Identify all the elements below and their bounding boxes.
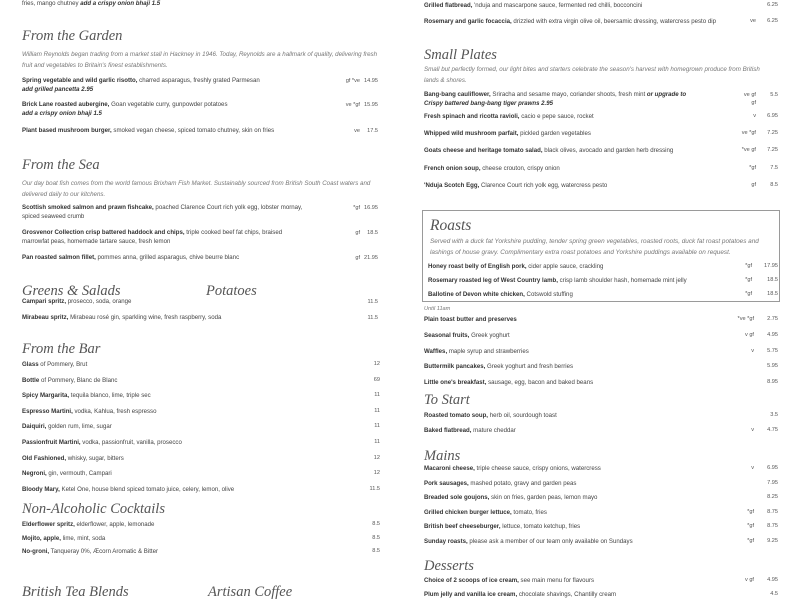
price: 4.5 <box>770 591 778 597</box>
item-name: No-groni, <box>22 548 50 555</box>
item-description: tomato, fries <box>511 508 547 516</box>
item-description: see main menu for flavours <box>518 577 595 584</box>
dietary-tag: gf <box>355 230 360 236</box>
price: 8.5 <box>770 181 778 188</box>
price: 8.5 <box>372 534 380 541</box>
list-item <box>424 113 778 125</box>
item-name: Elderflower spritz, <box>22 521 75 528</box>
dietary-tag: *gf <box>747 508 754 515</box>
dietary-tag: v gf <box>744 577 754 583</box>
price: 6.25 <box>767 18 778 24</box>
item-name: 'Nduja Scotch Egg, <box>424 181 480 189</box>
section-title-sea: From the Sea <box>22 157 100 173</box>
section-title-desserts: Desserts <box>424 558 474 574</box>
list-item <box>424 316 778 332</box>
dietary-tag: *gf <box>749 164 756 171</box>
item-name: Little one's breakfast, <box>424 379 487 387</box>
list-item: Rosemary and garlic focaccia, drizzled with extra virgin olive oil, beersamic dressing, watercress pesto dip <box>424 18 716 25</box>
price: 8.75 <box>767 523 778 529</box>
item-name: Mojito, apple, <box>22 534 61 542</box>
item-description: skin on fries, garden peas, lemon mayo <box>489 494 598 501</box>
list-item <box>22 521 380 535</box>
item-description: mature cheddar <box>471 427 516 434</box>
item-description: maple syrup and strawberries <box>447 347 529 355</box>
price: 8.75 <box>767 508 778 515</box>
item-description: mashed potato, gravy and garden peas <box>468 479 577 487</box>
dietary-tag: v <box>751 347 754 354</box>
dietary-tag: v <box>751 465 754 471</box>
list-item <box>22 361 380 377</box>
list-item <box>22 392 380 408</box>
price: 15.95 <box>364 102 378 108</box>
price: 69 <box>373 376 380 383</box>
item-description: of Pommery, Brut <box>38 361 88 368</box>
item-name: Honey roast belly of English pork, <box>428 263 527 270</box>
price: 5.5 <box>770 92 778 98</box>
section-intro: William Reynolds began trading from a market stall in Hackney in 1946. Today, Reynolds are a hallmark of quality, delivering fresh fruit and vegetables to Britain's finest establishments. <box>22 51 378 69</box>
list-item <box>424 379 778 395</box>
item-name: Passionfruit Martini, <box>22 439 81 446</box>
price: 2.75 <box>767 316 778 322</box>
roasts-list <box>428 263 778 305</box>
dietary-tag: *ve gf <box>741 147 756 154</box>
section-title-bar: From the Bar <box>22 341 101 357</box>
list-item <box>428 263 778 277</box>
list-item <box>424 538 778 553</box>
item-description: black olives, avocado and garden herb dressing <box>542 147 674 155</box>
price: 8.5 <box>372 548 380 554</box>
price: 12 <box>373 454 380 461</box>
item-name: Seasonal fruits, <box>424 331 470 339</box>
dietary-tag: v gf <box>744 331 754 338</box>
price: 11 <box>374 423 380 430</box>
price: 7.95 <box>767 479 778 486</box>
list-item: Pan roasted salmon fillet, pommes anna, grilled asparagus, chive beurre blanc <box>22 254 240 261</box>
dietary-tag: v <box>751 427 754 433</box>
dietary-tag: *gf <box>353 205 360 211</box>
list-item <box>424 577 778 591</box>
item-description: elderflower, apple, lemonade <box>74 521 155 528</box>
dietary-tag: ve *gf <box>741 130 756 137</box>
item-name: Spicy Margarita, <box>22 392 70 400</box>
price: 3.5 <box>770 412 778 418</box>
price: 7.5 <box>770 164 778 171</box>
item-description: cheese crouton, crispy onion <box>480 164 560 172</box>
price: 4.75 <box>767 427 778 433</box>
list-item <box>424 591 778 600</box>
section-title-mains: Mains <box>424 448 461 464</box>
item-name: Choice of 2 scoops of ice cream, <box>424 577 519 584</box>
list-item: Scottish smoked salmon and prawn fishcake, poached Clarence Court rich yolk egg, lobster mornay, spiced seaweed crumb <box>22 204 303 220</box>
price: 12 <box>373 361 380 367</box>
list-item: Spring vegetable and wild garlic risotto, charred asparagus, freshly grated Parmesan add grilled pancetta 2.95 <box>22 77 260 93</box>
price: 18.5 <box>767 277 778 283</box>
item-name: British beef cheeseburger, <box>424 523 501 530</box>
item-name: French onion soup, <box>424 164 481 172</box>
price: 8.95 <box>767 379 778 386</box>
item-name: Bottle <box>22 376 40 384</box>
roasts-box <box>422 210 780 302</box>
list-item: Mirabeau spritz, Mirabeau rosé gin, sparkling wine, fresh raspberry, soda <box>22 314 222 321</box>
dietary-tag: *gf <box>747 523 754 529</box>
price: 6.95 <box>767 113 778 119</box>
list-item <box>424 480 778 495</box>
dietary-tag: *gf <box>745 263 752 269</box>
list-item: fries, mango chutney add a crispy onion bhaji 1.5 <box>22 0 161 7</box>
dietary-tag: gf <box>355 255 360 261</box>
item-name: Grilled chicken burger lettuce, <box>424 508 512 516</box>
item-name: Roasted tomato soup, <box>424 412 488 419</box>
item-description: whisky, sugar, bitters <box>66 454 124 462</box>
item-name: Breaded sole goujons, <box>424 494 490 501</box>
list-item <box>22 439 380 455</box>
dietary-tag: *gf <box>747 537 754 544</box>
price: 6.25 <box>767 2 778 8</box>
section-title-garden: From the Garden <box>22 28 123 44</box>
price: 11 <box>374 407 380 414</box>
mains-list <box>424 465 778 552</box>
price: 8.25 <box>767 494 778 500</box>
item-name: Glass <box>22 361 39 368</box>
section-title-potatoes: Potatoes <box>206 283 257 299</box>
item-name: Plain toast butter and preserves <box>424 316 517 323</box>
item-name: Sunday roasts, <box>424 537 468 545</box>
list-item <box>428 291 778 305</box>
list-item <box>424 523 778 538</box>
price: 18.5 <box>767 291 778 297</box>
item-description: golden rum, lime, sugar <box>46 423 112 431</box>
list-item: Grosvenor Collection crisp battered haddock and chips, triple cooked beef fat chips, braised marrowfat peas, homemade tartare sauce, fresh lemon <box>22 229 283 245</box>
section-title-small: Small Plates <box>424 47 497 63</box>
list-item <box>424 332 778 348</box>
section-intro: Small but perfectly formed, our light bites and starters celebrate the season's harvest with homegrown produce from British lands & shores. <box>424 66 760 84</box>
item-name: Buttermilk pancakes, <box>424 363 486 371</box>
section-title-tea: British Tea Blends <box>22 584 129 600</box>
section-title-roasts: Roasts <box>430 217 472 234</box>
price: 4.95 <box>767 331 778 338</box>
dietary-tag: ve <box>354 128 360 134</box>
item-name: Waffles, <box>424 347 448 355</box>
item-name: Rosemary roasted leg of West Country lamb, <box>428 277 558 284</box>
brunch-list <box>424 316 778 395</box>
item-description: vodka, passionfruit, vanilla, prosecco <box>80 439 182 446</box>
price: 7.25 <box>767 130 778 137</box>
section-title-tostart: To Start <box>424 392 470 408</box>
item-description: sausage, egg, bacon and baked beans <box>486 379 594 387</box>
item-description: crisp lamb shoulder hash, homemade mint jelly <box>557 277 687 284</box>
bar-list <box>22 361 380 501</box>
item-description: Tanqueray 0%, Æcorn Aromatic & Bitter <box>49 548 159 555</box>
item-description: lettuce, tomato ketchup, fries <box>500 523 581 530</box>
list-item <box>424 494 778 509</box>
list-item <box>22 486 380 502</box>
item-description: gin, vermouth, Campari <box>46 470 112 478</box>
list-item <box>424 130 778 142</box>
price: 4.95 <box>767 577 778 583</box>
list-item <box>424 147 778 159</box>
list-item: Bang-bang cauliflower, Sriracha and sesame mayo, coriander shoots, fresh mint or upgrade to Crispy battered bang-bang tiger prawns 2.95 <box>424 91 687 107</box>
price: 17.95 <box>764 263 778 269</box>
price: 6.95 <box>767 465 778 471</box>
item-name: Fresh spinach and ricotta ravioli, <box>424 113 520 120</box>
list-item <box>22 548 380 562</box>
dietary-tag: ve gf gf <box>743 92 756 106</box>
price: 14.95 <box>364 78 378 84</box>
item-name: Ballotine of Devon white chicken, <box>428 291 525 298</box>
list-item <box>424 509 778 524</box>
item-description: cacio e pepe sauce, rocket <box>519 113 594 120</box>
list-item <box>424 427 778 442</box>
list-item <box>428 277 778 291</box>
item-description: vodka, Kahlua, fresh espresso <box>72 407 157 415</box>
item-description: Greek yoghurt <box>469 331 510 339</box>
list-item: Campari spritz, prosecco, soda, orange <box>22 298 132 305</box>
section-intro: Our day boat fish comes from the world famous Brixham Fish Market. Sustainably sourced from British South Coast waters and delivered daily to our kitchens. <box>22 180 371 198</box>
dietary-tag: gf *ve <box>345 78 360 84</box>
price: 12 <box>373 470 380 477</box>
item-description: pickled garden vegetables <box>518 130 591 138</box>
price: 11 <box>374 392 380 399</box>
price: 5.95 <box>767 363 778 370</box>
item-name: Bloody Mary, <box>22 485 60 493</box>
price: 17.5 <box>367 128 378 134</box>
price: 11.5 <box>367 299 378 305</box>
item-name: Plum jelly and vanilla ice cream, <box>424 591 518 598</box>
item-description: of Pommery, Blanc de Blanc <box>39 376 118 384</box>
item-name: Negroni, <box>22 470 47 478</box>
item-name: Goats cheese and heritage tomato salad, <box>424 147 543 155</box>
item-description: tequila blanco, lime, triple sec <box>69 392 151 400</box>
list-item <box>22 470 380 486</box>
list-item <box>22 408 380 424</box>
price: 8.5 <box>372 521 380 527</box>
item-name: Baked flatbread, <box>424 427 472 434</box>
dietary-tag: gf <box>751 181 756 188</box>
item-description: triple cheese sauce, crispy onions, watercress <box>474 465 601 472</box>
price: 11.5 <box>369 485 380 492</box>
list-item <box>424 182 778 194</box>
price: 9.25 <box>767 537 778 544</box>
item-name: Pork sausages, <box>424 479 469 487</box>
section-title-coffee: Artisan Coffee <box>208 584 293 600</box>
item-name: Daiquiri, <box>22 423 47 431</box>
dietary-tag: *gf <box>745 291 752 297</box>
item-description: lime, mint, soda <box>60 534 106 542</box>
list-item <box>424 165 778 177</box>
price: 18.5 <box>367 230 378 236</box>
list-item <box>424 412 778 427</box>
nonalc-list <box>22 521 380 562</box>
tostart-list <box>424 412 778 442</box>
list-item <box>424 363 778 379</box>
item-description: Clarence Court rich yolk egg, watercress pesto <box>479 181 608 189</box>
list-item <box>22 423 380 439</box>
item-description: cider apple sauce, crackling <box>526 263 604 270</box>
item-name: Old Fashioned, <box>22 454 67 462</box>
item-description: Greek yoghurt and fresh berries <box>485 363 574 371</box>
dietary-tag: ve *gf <box>345 102 360 108</box>
item-name: Espresso Martini, <box>22 407 73 415</box>
list-item: Grilled flatbread, 'nduja and mascarpone sauce, fermented red chilli, bocconcini <box>424 2 643 9</box>
dietary-tag: ve <box>750 18 756 24</box>
item-description: Ketel One, house blend spiced tomato juice, celery, lemon, olive <box>59 485 235 493</box>
item-description: please ask a member of our team only available on Sundays <box>467 537 633 545</box>
list-item <box>22 455 380 471</box>
item-description: Cotswold stuffing <box>524 291 573 298</box>
list-item: Brick Lane roasted aubergine, Goan vegetable curry, gunpowder potatoes add a crispy onion bhaji 1.5 <box>22 101 228 117</box>
price: 5.75 <box>767 347 778 354</box>
item-description: chocolate shavings, Chantilly cream <box>517 591 617 598</box>
list-item <box>424 465 778 480</box>
item-name: Whipped wild mushroom parfait, <box>424 130 519 138</box>
section-title-nonalc: Non-Alcoholic Cocktails <box>22 501 165 517</box>
list-item <box>424 348 778 364</box>
section-intro: Served with a duck fat Yorkshire pudding, tender spring green vegetables, roasted roots, duck fat roast potatoes and lashings of house gravy. Complimentary extra roast potatoes and Yorkshire puddings available on request. <box>430 238 759 256</box>
desserts-list <box>424 577 778 600</box>
dietary-tag: *gf <box>745 277 752 283</box>
list-item <box>22 377 380 393</box>
price: 7.25 <box>767 147 778 154</box>
list-item <box>22 535 380 549</box>
brunch-until: Until 11am <box>424 306 451 312</box>
price: 21.95 <box>364 255 378 261</box>
item-name: Macaroni cheese, <box>424 465 475 472</box>
dietary-tag: v <box>753 113 756 119</box>
price: 16.95 <box>364 205 378 211</box>
price: 11 <box>374 439 380 445</box>
dietary-tag: *ve *gf <box>737 316 754 322</box>
list-item: Plant based mushroom burger, smoked vegan cheese, spiced tomato chutney, skin on fries <box>22 127 275 134</box>
price: 11.5 <box>367 315 378 321</box>
section-title-greens: Greens & Salads <box>22 283 121 299</box>
item-description: herb oil, sourdough toast <box>488 412 557 419</box>
